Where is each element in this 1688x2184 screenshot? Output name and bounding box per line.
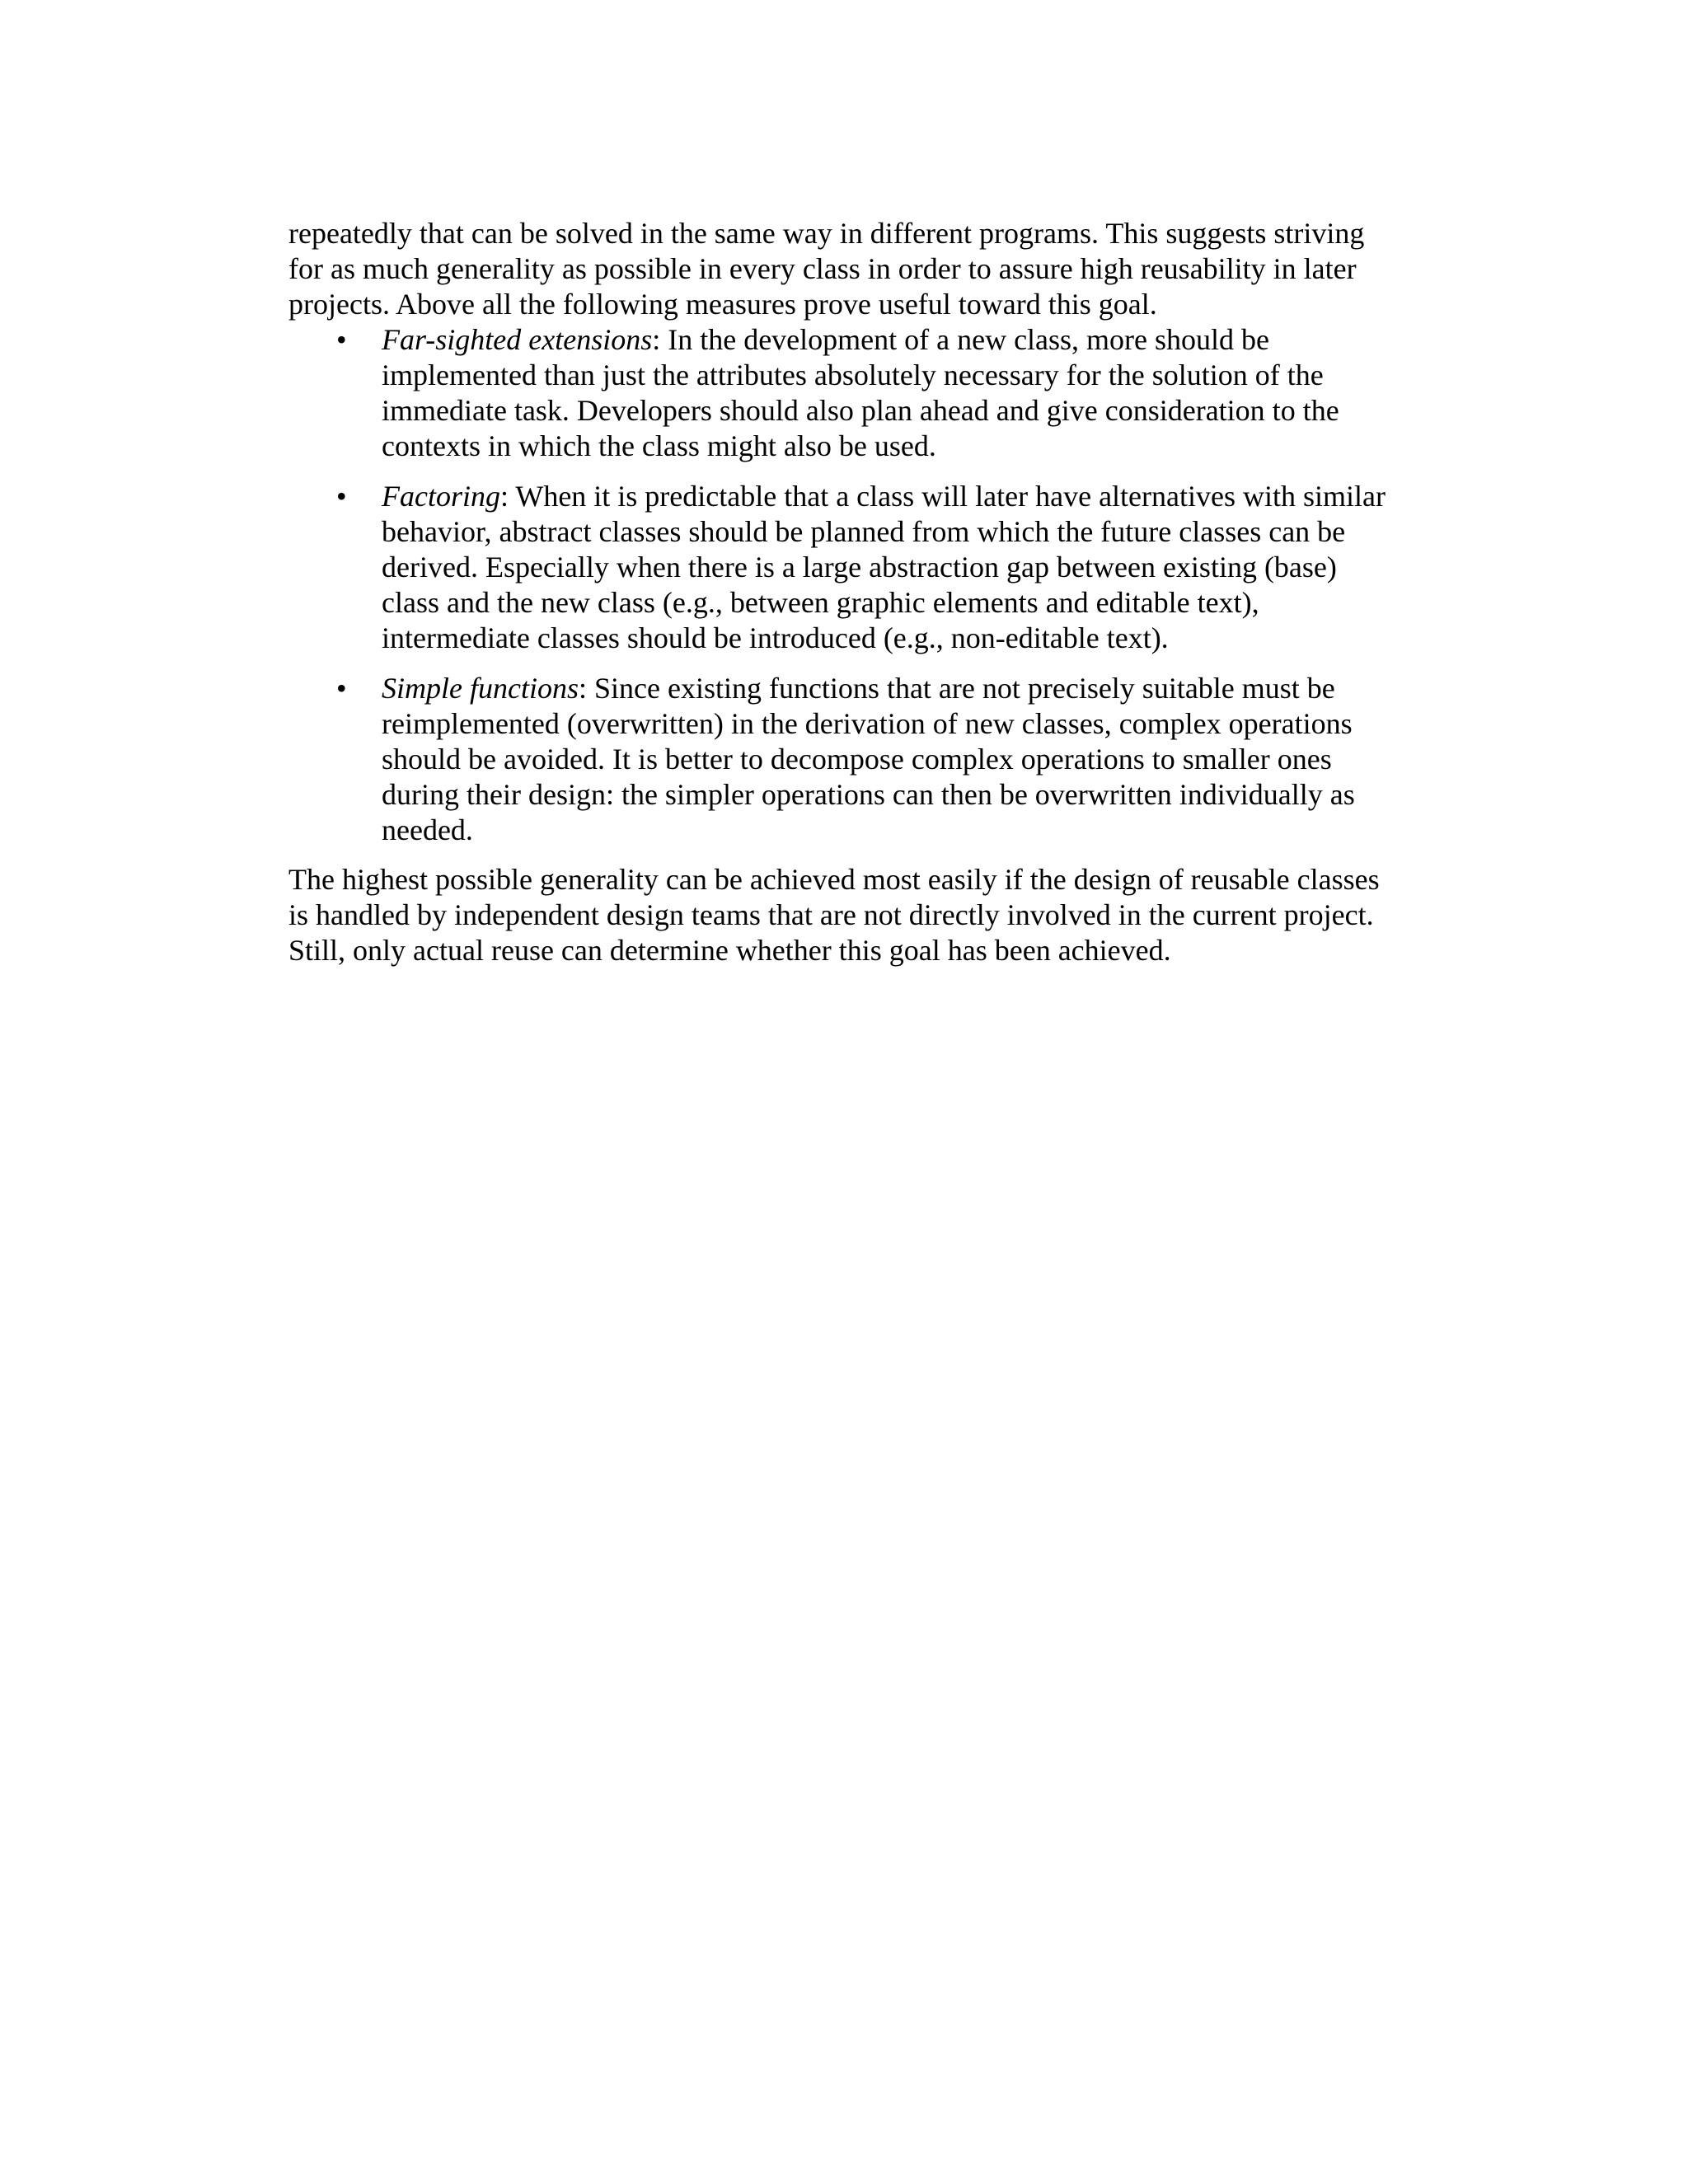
list-item [288,671,1401,848]
list-item-text: : In the development of a new class, more should be implemented than just the attributes absolutely necessary for the solution of the immediate task. Developers should also plan ahead and give consideration to the contexts in which the class might also be used. [382,323,1339,462]
measures-list [288,322,1401,848]
intro-paragraph: repeatedly that can be solved in the same way in different programs. This suggests striving for as much generality as possible in every class in order to assure high reusability in later projects. Above all the following measures prove useful toward this goal. [288,217,1365,321]
list-item [288,322,1401,464]
list-item [288,479,1401,656]
list-item-term: Simple functions [382,672,579,705]
bullet-icon: • [336,480,347,513]
conclusion-paragraph: The highest possible generality can be achieved most easily if the design of reusable classes is handled by independent design teams that are not directly involved in the current project. Still, only actual reuse can determine whether this goal has been achieved. [288,863,1380,967]
list-item-term: Factoring [382,480,500,513]
text-body [288,216,1401,968]
list-item-text: : When it is predictable that a class will later have alternatives with similar behavior, abstract classes should be planned from which the future classes can be derived. Especially when there is a large abstraction gap between existing (base) class and the new class (e.g., between graphic elements and editable text), intermediate classes should be introduced (e.g., non-editable text). [382,480,1386,654]
list-item-term: Far-sighted extensions [382,323,653,356]
list-item-text: : Since existing functions that are not precisely suitable must be reimplemented (overwritten) in the derivation of new classes, complex operations should be avoided. It is better to decompose complex operations to smaller ones during their design: the simpler operations can then be overwritten individually as needed. [382,672,1355,846]
bullet-icon: • [336,323,347,356]
bullet-icon: • [336,672,347,705]
